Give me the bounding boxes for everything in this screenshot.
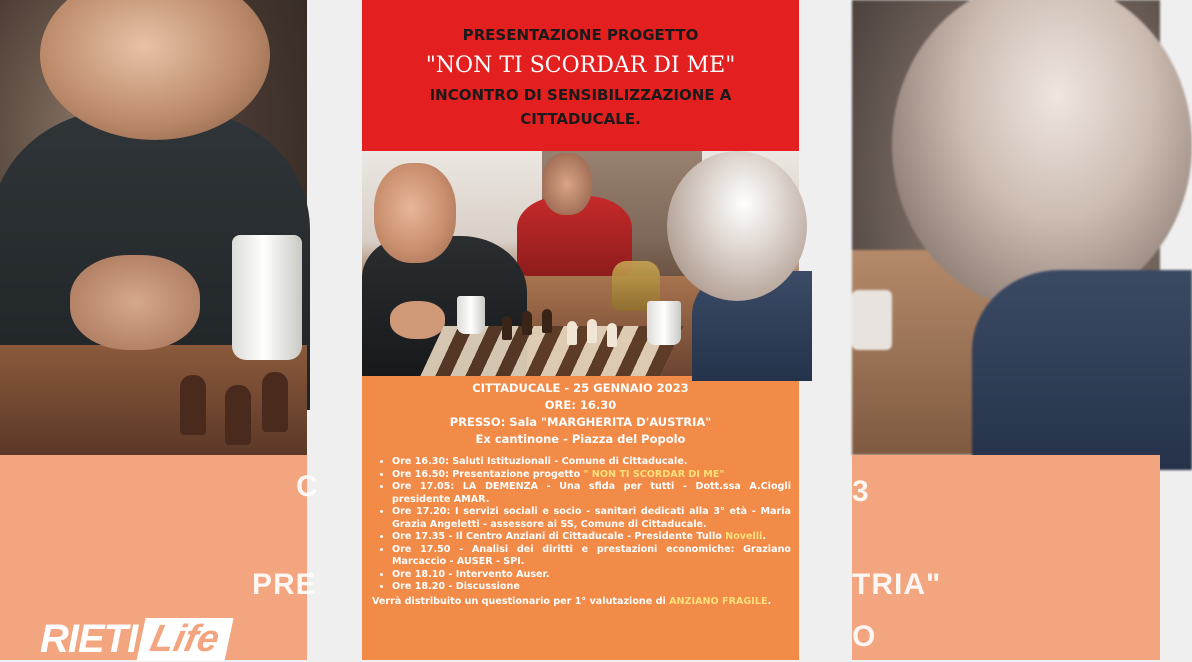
schedule-item: • Ore 16.50: Presentazione progetto " NON TI SCORDAR DI ME": [392, 469, 791, 482]
logo-main-text: RIETI: [40, 616, 138, 661]
cup-image: [457, 296, 485, 334]
event-schedule: [362, 448, 799, 594]
background-right: [852, 0, 1160, 660]
poster-subtitle-line2: CITTADUCALE.: [520, 110, 641, 128]
schedule-item: • Ore 16.30: Saluti Istituzionali - Comune di Cittaducale.: [392, 456, 791, 469]
chess-piece: [587, 319, 597, 343]
poster-title: "NON TI SCORDAR DI ME": [425, 53, 736, 78]
background-photo-left: [0, 0, 307, 455]
chess-piece: [180, 375, 206, 435]
poster-subtitle-line1: INCONTRO DI SENSIBILIZZAZIONE A: [429, 86, 732, 104]
poster-pre-title: PRESENTAZIONE PROGETTO: [462, 26, 699, 44]
cup-image: [647, 301, 681, 345]
background-text-right: TRIA": [852, 568, 942, 601]
event-poster: [362, 0, 799, 660]
cup-image: [852, 290, 892, 350]
poster-header: [362, 0, 799, 151]
schedule-item: • Ore 17.05: LA DEMENZA - Una sfida per tutti - Dott.ssa A.Ciogli presidente AMAR.: [392, 481, 791, 506]
event-info: [362, 376, 799, 448]
schedule-item: • Ore 17.35 - Il Centro Anziani di Cittaducale - Presidente Tullo Novelli.: [392, 531, 791, 544]
chess-board: [420, 326, 683, 376]
logo-box-text: Life: [137, 618, 234, 661]
chess-piece: [542, 309, 552, 333]
event-address: Ex cantinone - Piazza del Popolo: [475, 432, 686, 446]
chess-piece: [262, 372, 288, 432]
event-time: ORE: 16.30: [544, 398, 617, 412]
chess-piece: [502, 316, 512, 340]
background-left: [0, 0, 319, 660]
background-text-bottom-right: O: [852, 620, 877, 653]
schedule-item: • Ore 17.50 - Analisi dei diritti e prestazioni economiche: Graziano Marcaccio - AUSER - SPI.: [392, 544, 791, 569]
background-text-left: PRE: [252, 568, 317, 601]
chess-piece: [225, 385, 251, 445]
chess-piece: [567, 321, 577, 345]
schedule-item: • Ore 18.10 - Intervento Auser.: [392, 569, 791, 582]
background-photo-right: [852, 0, 1160, 455]
event-date: CITTADUCALE - 25 GENNAIO 2023: [472, 381, 689, 395]
background-text-top-left: C: [296, 470, 319, 503]
site-logo[interactable]: [40, 618, 229, 660]
background-text-top-right: 3: [852, 475, 870, 508]
poster-footer-note: Verrà distribuito un questionario per 1° valutazione di ANZIANO FRAGILE.: [372, 595, 772, 607]
chess-piece: [607, 323, 617, 347]
event-place: PRESSO: Sala "MARGHERITA D'AUSTRIA": [449, 415, 712, 429]
chess-piece: [522, 311, 532, 335]
poster-photo-chess: [362, 151, 799, 376]
cup-image: [232, 235, 302, 360]
schedule-item: • Ore 18.20 - Discussione: [392, 581, 791, 594]
schedule-item: • Ore 17.20: I servizi sociali e socio - sanitari dedicati alla 3° età - Maria Grazia Angeletti - assessore ai SS, Comune di Cittaducale.: [392, 506, 791, 531]
